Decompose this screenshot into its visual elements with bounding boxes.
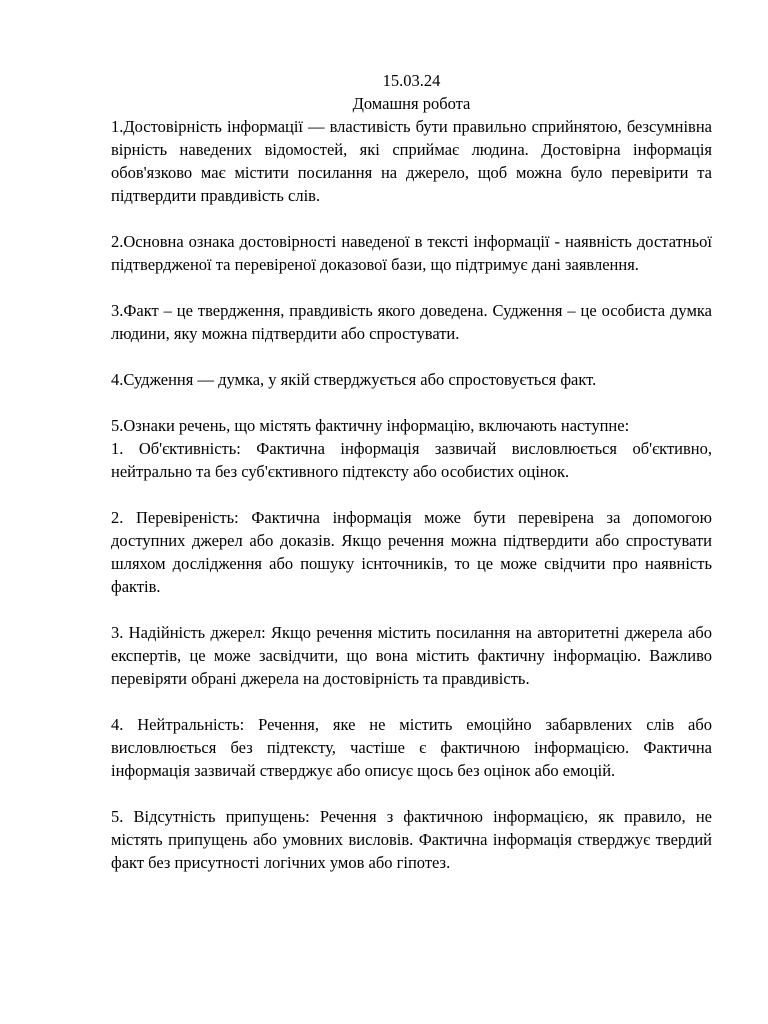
paragraph-signs-intro: 5.Ознаки речень, що містять фактичну інформацію, включають наступне: <box>111 416 630 435</box>
paragraph-judgment-definition: 4.Судження — думка, у якій стверджується або спростовується факт. <box>111 370 597 389</box>
list-item-objectivity: 1. Об'єктивність: Фактична інформація зазвичай висловлюється об'єктивно, нейтрально та без суб'єктивного підтексту або особистих оцінок. <box>111 439 712 481</box>
paragraph-reliability-definition: 1.Достовірність інформації — властивість бути правильно сприйнятою, безсумнівна вірність наведених відомостей, які сприймає людина. Достовірна інформація обов'язково має містити посилання на джерело, щоб можна було перевірити та підтвердити правдивість слів. <box>111 117 712 205</box>
paragraph-spacer <box>111 207 712 230</box>
paragraph-spacer <box>111 782 712 805</box>
list-item-neutrality: 4. Нейтральність: Речення, яке не містить емоційно забарвлених слів або висловлюється без підтексту, частіше є фактичною інформацією. Фактична інформація зазвичай стверджує або описує щось без оцінок або емоцій. <box>111 715 712 780</box>
list-item-verifiability: 2. Перевіреність: Фактична інформація може бути перевірена за допомогою доступних джерел або доказів. Якщо речення можна підтвердити або спростувати шляхом дослідження або пошуку існточників, то це може свідчити про наявність фактів. <box>111 508 712 596</box>
paragraph-main-sign: 2.Основна ознака достовірності наведеної в тексті інформації - наявність достатньої підтвердженої та перевіреної доказової бази, що підтримує дані заявлення. <box>111 232 712 274</box>
paragraph-fact-vs-judgment: 3.Факт – це твердження, правдивість якого доведена. Судження – це особиста думка людини, яку можна підтвердити або спростувати. <box>111 301 712 343</box>
paragraph-spacer <box>111 276 712 299</box>
paragraph-spacer <box>111 345 712 368</box>
document-date: 15.03.24 <box>382 71 441 90</box>
paragraph-spacer <box>111 483 712 506</box>
list-item-source-reliability: 3. Надійність джерел: Якщо речення містить посилання на авторитетні джерела або експертів, це може засвідчити, що вона містить фактичну інформацію. Важливо перевіряти обрані джерела на достовірність та правдивість. <box>111 623 712 688</box>
paragraph-spacer <box>111 391 712 414</box>
paragraph-spacer <box>111 598 712 621</box>
document-title: Домашня робота <box>352 94 471 113</box>
paragraph-spacer <box>111 690 712 713</box>
list-item-no-assumptions: 5. Відсутність припущень: Речення з фактичною інформацією, як правило, не містять припущень або умовних висловів. Фактична інформація стверджує твердий факт без присутності логічних умов або гіпотез. <box>111 807 712 872</box>
